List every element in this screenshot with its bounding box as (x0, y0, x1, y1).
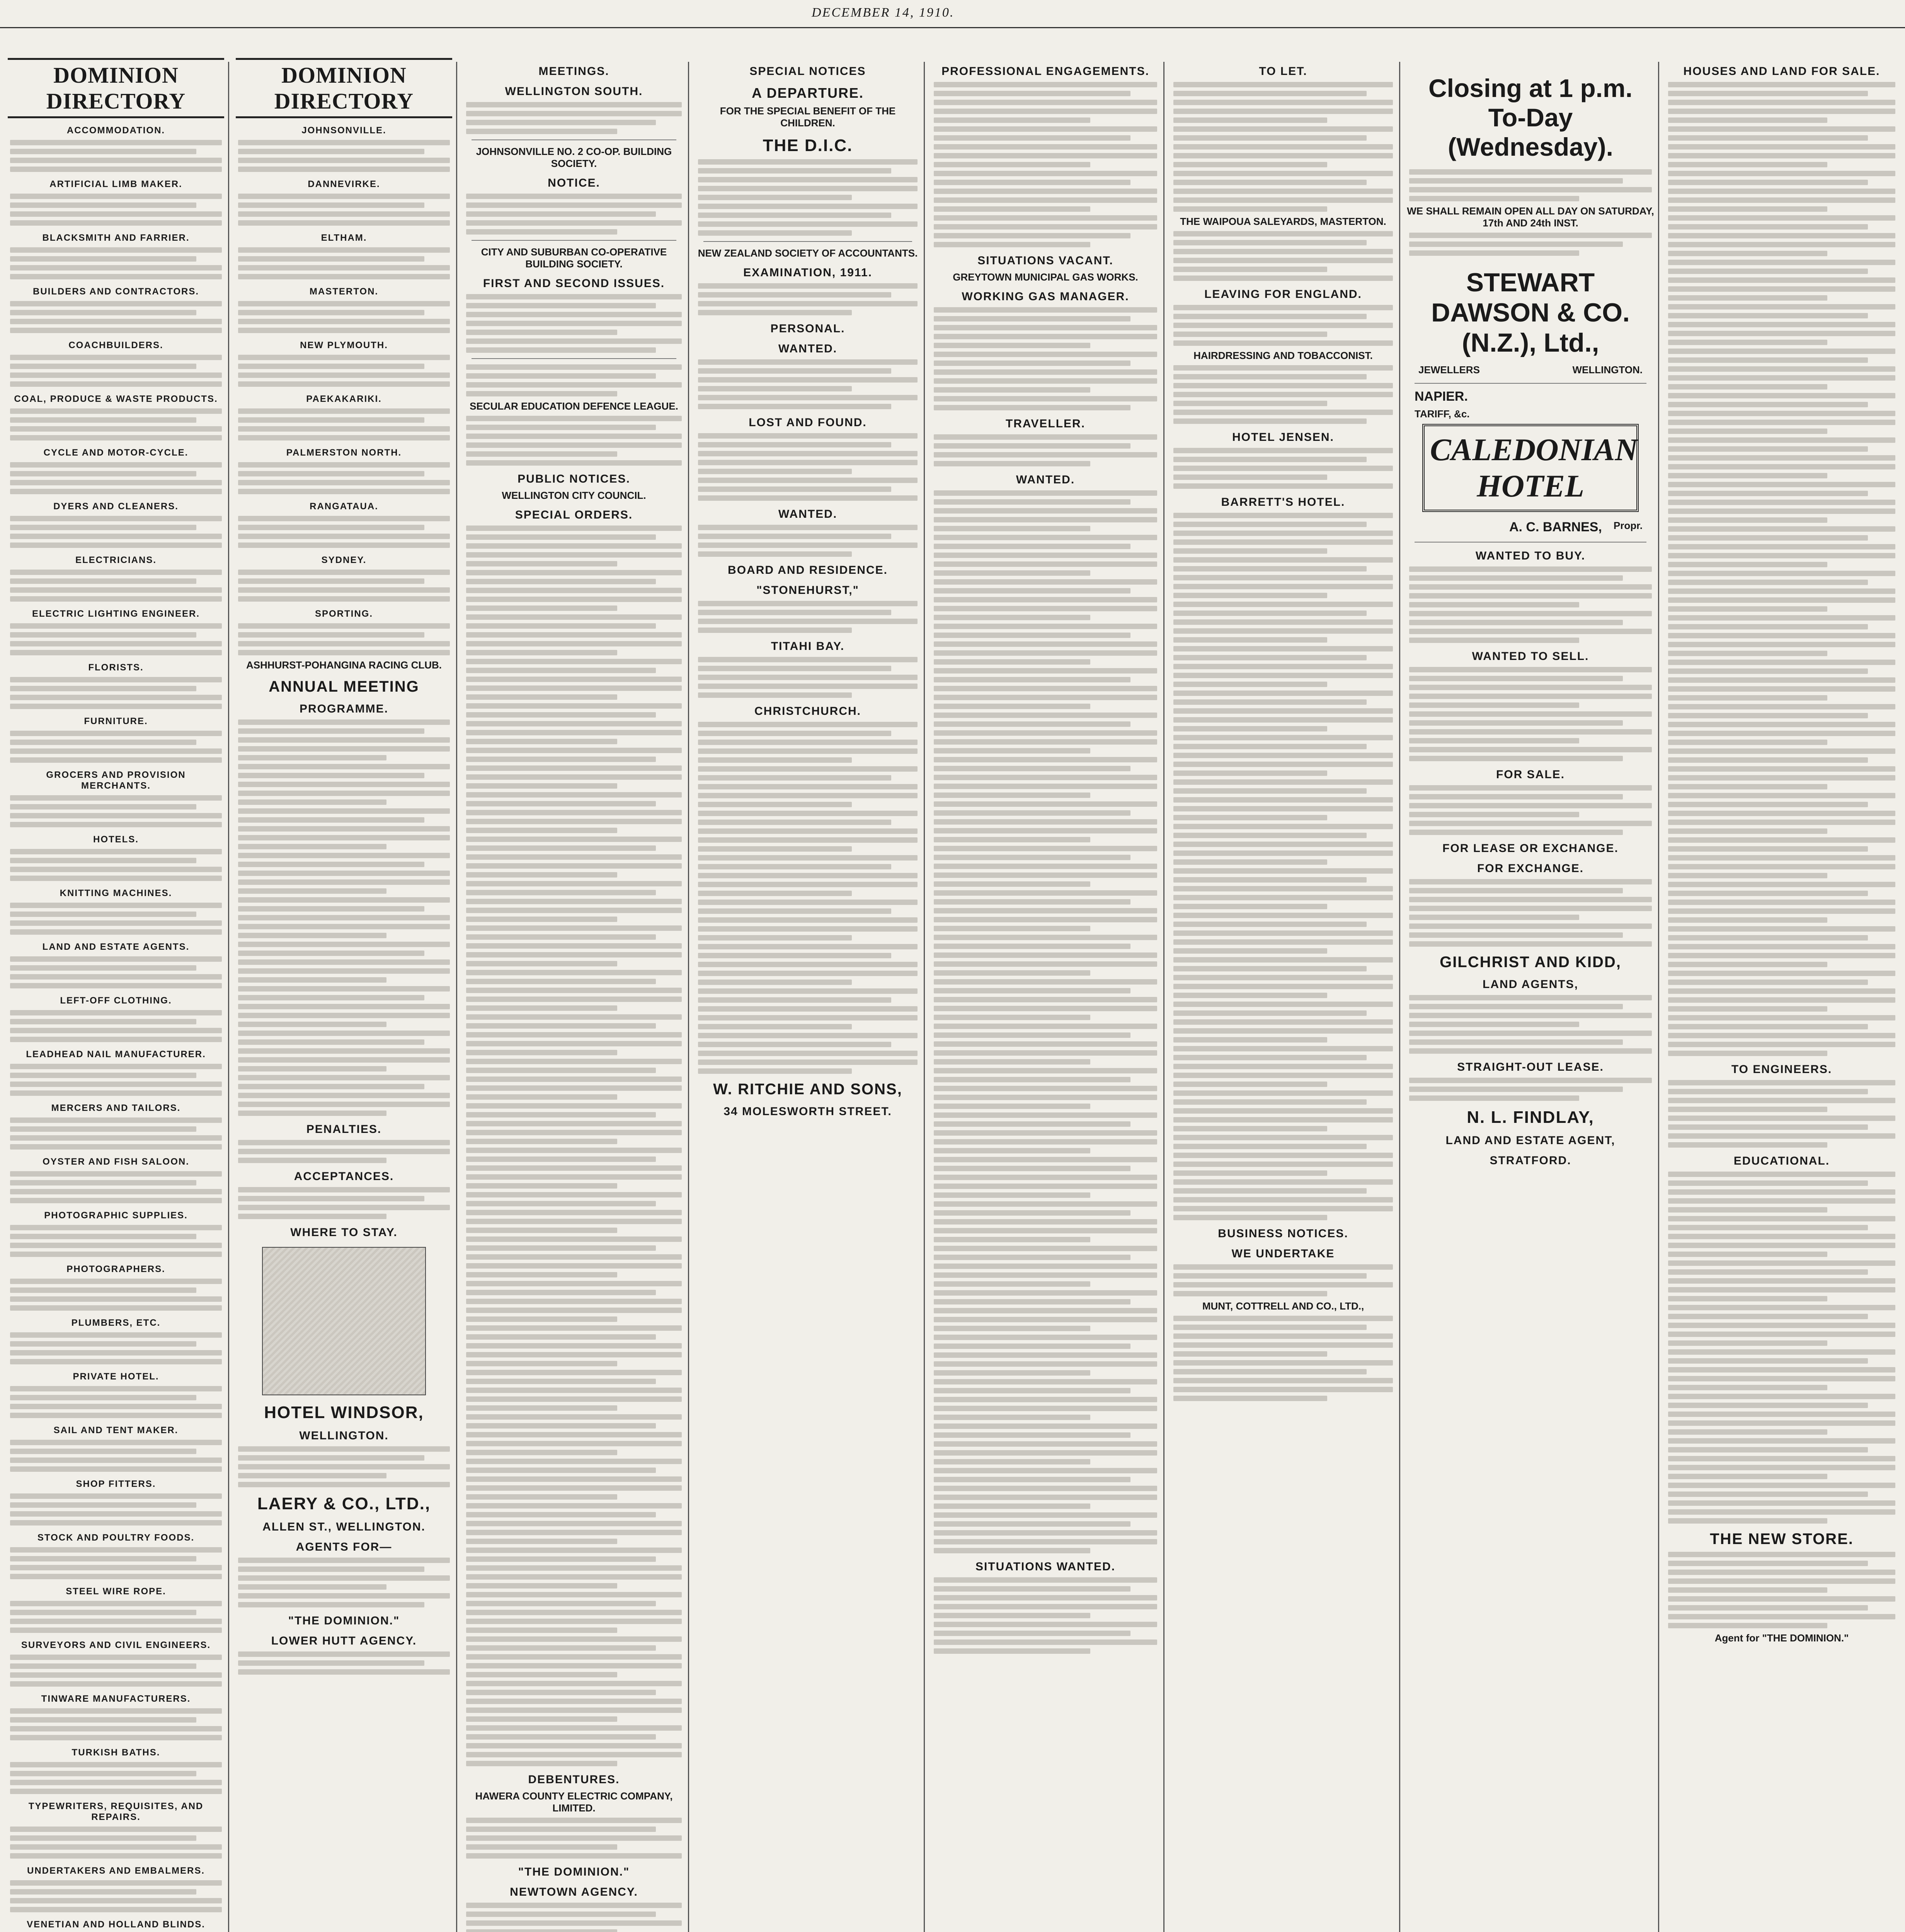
meetings-heading: MEETINGS. (538, 65, 609, 78)
we-undertake: WE UNDERTAKE (1231, 1247, 1335, 1260)
laery-address: ALLEN ST., WELLINGTON. (262, 1520, 426, 1533)
waipoua-saleyards: THE WAIPOUA SALEYARDS, MASTERTON. (1180, 216, 1386, 227)
column-rule (924, 62, 925, 1932)
directory-title: DOMINION DIRECTORY (8, 58, 224, 118)
column-2-directory (236, 58, 452, 1932)
for-exchange: FOR EXCHANGE. (1477, 862, 1584, 875)
laery-co: LAERY & CO., LTD., (257, 1494, 431, 1513)
directory-section-heading: SPORTING. (315, 609, 373, 619)
munt-cottrell: MUNT, COTTRELL AND CO., LTD., (1202, 1300, 1364, 1312)
situations-wanted: SITUATIONS WANTED. (975, 1560, 1116, 1573)
column-6-to-let (1171, 58, 1395, 1932)
titahi-bay: TITAHI BAY. (771, 640, 845, 653)
land-agents: LAND AGENTS, (1483, 978, 1578, 991)
children-benefit: FOR THE SPECIAL BENEFIT OF THE CHILDREN. (720, 105, 896, 129)
dic: THE D.I.C. (763, 136, 853, 155)
racing-heading: ASHHURST-POHANGINA RACING CLUB. (246, 659, 442, 671)
annual-meeting: ANNUAL MEETING (269, 678, 419, 695)
notice-heading: NOTICE. (548, 177, 600, 189)
stonehurst: "STONEHURST," (756, 584, 859, 597)
directory-section-heading: STEEL WIRE ROPE. (66, 1586, 166, 1597)
nz-accountants: NEW ZEALAND SOCIETY OF ACCOUNTANTS. (698, 247, 918, 259)
business-notices: BUSINESS NOTICES. (1218, 1227, 1348, 1240)
wellington-label: WELLINGTON. (1572, 364, 1643, 376)
directory-section-heading: STOCK AND POULTRY FOODS. (37, 1532, 195, 1543)
napier: NAPIER. (1415, 389, 1468, 404)
directory-section-heading: COACHBUILDERS. (68, 340, 163, 350)
public-notices: PUBLIC NOTICES. (518, 473, 630, 485)
column-rule (688, 62, 689, 1932)
directory-section-heading: SHOP FITTERS. (76, 1479, 156, 1489)
where-to-stay: WHERE TO STAY. (290, 1226, 398, 1239)
column-3-meetings (464, 58, 684, 1932)
dominion-agent: Agent for "THE DOMINION." (1714, 1632, 1849, 1644)
directory-section-heading: RANGATAUA. (310, 501, 378, 512)
directory-section-heading: CYCLE AND MOTOR-CYCLE. (43, 447, 189, 458)
closing-headline: Closing at 1 p.m. To-Day (Wednesday). (1428, 74, 1633, 161)
date-strip: DECEMBER 14, 1910. (812, 5, 955, 20)
directory-title-2: DOMINION DIRECTORY (236, 58, 452, 118)
christchurch: CHRISTCHURCH. (754, 705, 861, 718)
directory-section-heading: TINWARE MANUFACTURERS. (41, 1694, 191, 1704)
tariff: TARIFF, &c. (1415, 408, 1470, 420)
programme-text (238, 719, 450, 1116)
greytown-gas: GREYTOWN MUNICIPAL GAS WORKS. (953, 271, 1138, 283)
city-council: WELLINGTON CITY COUNCIL. (502, 490, 646, 501)
column-rule (1658, 62, 1659, 1932)
gas-manager: WORKING GAS MANAGER. (962, 290, 1129, 303)
lost-found: LOST AND FOUND. (749, 416, 867, 429)
directory-section-heading: TYPEWRITERS, REQUISITES, AND REPAIRS. (28, 1801, 204, 1822)
column-7-ads (1407, 58, 1654, 1932)
directory-section-heading: UNDERTAKERS AND EMBALMERS. (27, 1866, 205, 1876)
houses-land: HOUSES AND LAND FOR SALE. (1683, 65, 1880, 78)
to-let: TO LET. (1259, 65, 1307, 78)
city-suburban: CITY AND SUBURBAN CO-OPERATIVE BUILDING SOCIETY. (481, 246, 667, 270)
directory-sections (10, 125, 222, 1932)
masthead-strip (0, 0, 1905, 28)
hotel-illustration (262, 1247, 426, 1395)
johnsonville-society: JOHNSONVILLE NO. 2 CO-OP. BUILDING SOCIETY. (476, 146, 672, 169)
directory-section-heading: MASTERTON. (309, 286, 379, 297)
directory-section-heading: DANNEVIRKE. (308, 179, 380, 189)
directory-section-heading: BUILDERS AND CONTRACTORS. (32, 286, 199, 297)
lease-exchange: FOR LEASE OR EXCHANGE. (1442, 842, 1619, 855)
directory-section-heading: BLACKSMITH AND FARRIER. (42, 233, 190, 243)
first-second: FIRST AND SECOND ISSUES. (483, 277, 665, 290)
barnes: A. C. BARNES, (1509, 520, 1602, 534)
special-notices: SPECIAL NOTICES (749, 65, 866, 78)
directory-section-heading: FURNITURE. (84, 716, 148, 726)
column-8-houses (1666, 58, 1898, 1932)
directory-section-heading: PAEKAKARIKI. (306, 394, 382, 404)
to-engineers: TO ENGINEERS. (1731, 1063, 1832, 1076)
stratford: STRATFORD. (1490, 1154, 1571, 1167)
directory-section-heading: PALMERSTON NORTH. (286, 447, 402, 458)
programme-heading: PROGRAMME. (300, 702, 388, 715)
leaving-england: LEAVING FOR ENGLAND. (1204, 288, 1362, 301)
directory-section-heading: PHOTOGRAPHERS. (66, 1264, 165, 1274)
board-residence: BOARD AND RESIDENCE. (728, 564, 888, 577)
xmas-hours: WE SHALL REMAIN OPEN ALL DAY ON SATURDAY, 17th AND 24th INST. (1407, 205, 1654, 229)
gilchrist-kidd: GILCHRIST AND KIDD, (1440, 954, 1621, 971)
special-orders: SPECIAL ORDERS. (515, 509, 633, 521)
directory-section-heading: JOHNSONVILLE. (301, 125, 386, 136)
hotel-jensen: HOTEL JENSEN. (1232, 431, 1334, 444)
ritchie-sons: W. RITCHIE AND SONS, (713, 1081, 902, 1098)
findlay: N. L. FINDLAY, (1467, 1108, 1594, 1127)
hawera-company: HAWERA COUNTY ELECTRIC COMPANY, LIMITED. (475, 1790, 673, 1814)
directory-section-heading: OYSTER AND FISH SALOON. (43, 1156, 189, 1167)
debentures: DEBENTURES. (528, 1773, 620, 1786)
directory-section-heading: SAIL AND TENT MAKER. (53, 1425, 179, 1435)
directory-section-heading: ELTHAM. (321, 233, 367, 243)
examination: EXAMINATION, 1911. (743, 266, 872, 279)
directory-section-heading: DYERS AND CLEANERS. (53, 501, 179, 512)
straight-out-lease: STRAIGHT-OUT LEASE. (1457, 1061, 1604, 1073)
penalties-heading: PENALTIES. (306, 1123, 382, 1136)
directory-section-heading: SYDNEY. (321, 555, 367, 565)
wellington-south: WELLINGTON SOUTH. (505, 85, 643, 98)
wanted-to-buy: WANTED TO BUY. (1475, 549, 1586, 562)
directory-section-heading: NEW PLYMOUTH. (300, 340, 388, 350)
directory-section-heading: LAND AND ESTATE AGENTS. (42, 942, 190, 952)
directory-section-heading: PRIVATE HOTEL. (73, 1371, 159, 1382)
agents-for: AGENTS FOR— (296, 1541, 392, 1553)
wanted-to-sell: WANTED TO SELL. (1472, 650, 1589, 663)
column-5-engagements (931, 58, 1159, 1932)
hotel-place: WELLINGTON. (299, 1429, 389, 1442)
town-sections (238, 125, 450, 655)
lower-hutt: LOWER HUTT AGENCY. (271, 1634, 417, 1647)
findlay-subtitle: LAND AND ESTATE AGENT, (1445, 1134, 1616, 1147)
educational: EDUCATIONAL. (1733, 1155, 1830, 1167)
directory-section-heading: KNITTING MACHINES. (60, 888, 172, 898)
directory-section-heading: COAL, PRODUCE & WASTE PRODUCTS. (14, 394, 218, 404)
wanted-5: WANTED. (1016, 473, 1075, 486)
directory-section-heading: PHOTOGRAPHIC SUPPLIES. (44, 1210, 188, 1221)
hairdressing: HAIRDRESSING AND TOBACCONIST. (1193, 350, 1373, 361)
column-1-directory (8, 58, 224, 1932)
barretts-hotel: BARRETT'S HOTEL. (1221, 496, 1345, 509)
professional-engagements: PROFESSIONAL ENGAGEMENTS. (941, 65, 1149, 78)
column-rule (228, 62, 229, 1932)
directory-section-heading: SURVEYORS AND CIVIL ENGINEERS. (21, 1640, 211, 1650)
directory-section-heading: VENETIAN AND HOLLAND BLINDS. (27, 1919, 205, 1930)
personal-wanted: WANTED. (778, 342, 838, 355)
caledonian-hotel: CALEDONIAN HOTEL (1422, 424, 1639, 512)
directory-section-heading: LEADHEAD NAIL MANUFACTURER. (26, 1049, 206, 1060)
hotel-windsor: HOTEL WINDSOR, (264, 1403, 424, 1422)
column-4-special-notices (696, 58, 920, 1932)
directory-section-heading: PLUMBERS, ETC. (71, 1318, 161, 1328)
wanted-2: WANTED. (778, 508, 838, 520)
acceptances-heading: ACCEPTANCES. (294, 1170, 394, 1183)
directory-section-heading: LEFT-OFF CLOTHING. (60, 995, 172, 1006)
directory-section-heading: ACCOMMODATION. (66, 125, 165, 136)
secular-league: SECULAR EDUCATION DEFENCE LEAGUE. (470, 400, 678, 412)
newtown-agency: NEWTOWN AGENCY. (510, 1886, 638, 1898)
jewellers: JEWELLERS (1418, 364, 1480, 376)
column-rule (1163, 62, 1164, 1932)
for-sale: FOR SALE. (1496, 768, 1565, 781)
directory-section-heading: ELECTRIC LIGHTING ENGINEER. (32, 609, 200, 619)
directory-section-heading: FLORISTS. (88, 662, 144, 673)
situations-vacant: SITUATIONS VACANT. (977, 254, 1113, 267)
new-store: THE NEW STORE. (1710, 1531, 1854, 1548)
directory-section-heading: GROCERS AND PROVISION MERCHANTS. (46, 770, 186, 791)
directory-section-heading: ARTIFICIAL LIMB MAKER. (49, 179, 182, 189)
traveller: TRAVELLER. (1005, 417, 1086, 430)
personal: PERSONAL. (770, 322, 845, 335)
propr: Propr. (1613, 520, 1643, 531)
column-rule (1399, 62, 1400, 1932)
dominion-label: "THE DOMINION." (288, 1614, 400, 1627)
departure: A DEPARTURE. (751, 85, 864, 101)
directory-section-heading: MERCERS AND TAILORS. (51, 1103, 181, 1113)
ritchie-address: 34 MOLESWORTH STREET. (724, 1105, 892, 1118)
column-rule (456, 62, 457, 1932)
dominion-agency-label: "THE DOMINION." (518, 1866, 630, 1878)
stewart-dawson: STEWART DAWSON & CO. (N.Z.), Ltd., (1431, 268, 1630, 357)
directory-section-heading: TURKISH BATHS. (72, 1747, 160, 1758)
directory-section-heading: ELECTRICIANS. (75, 555, 157, 565)
directory-section-heading: HOTELS. (93, 834, 139, 845)
